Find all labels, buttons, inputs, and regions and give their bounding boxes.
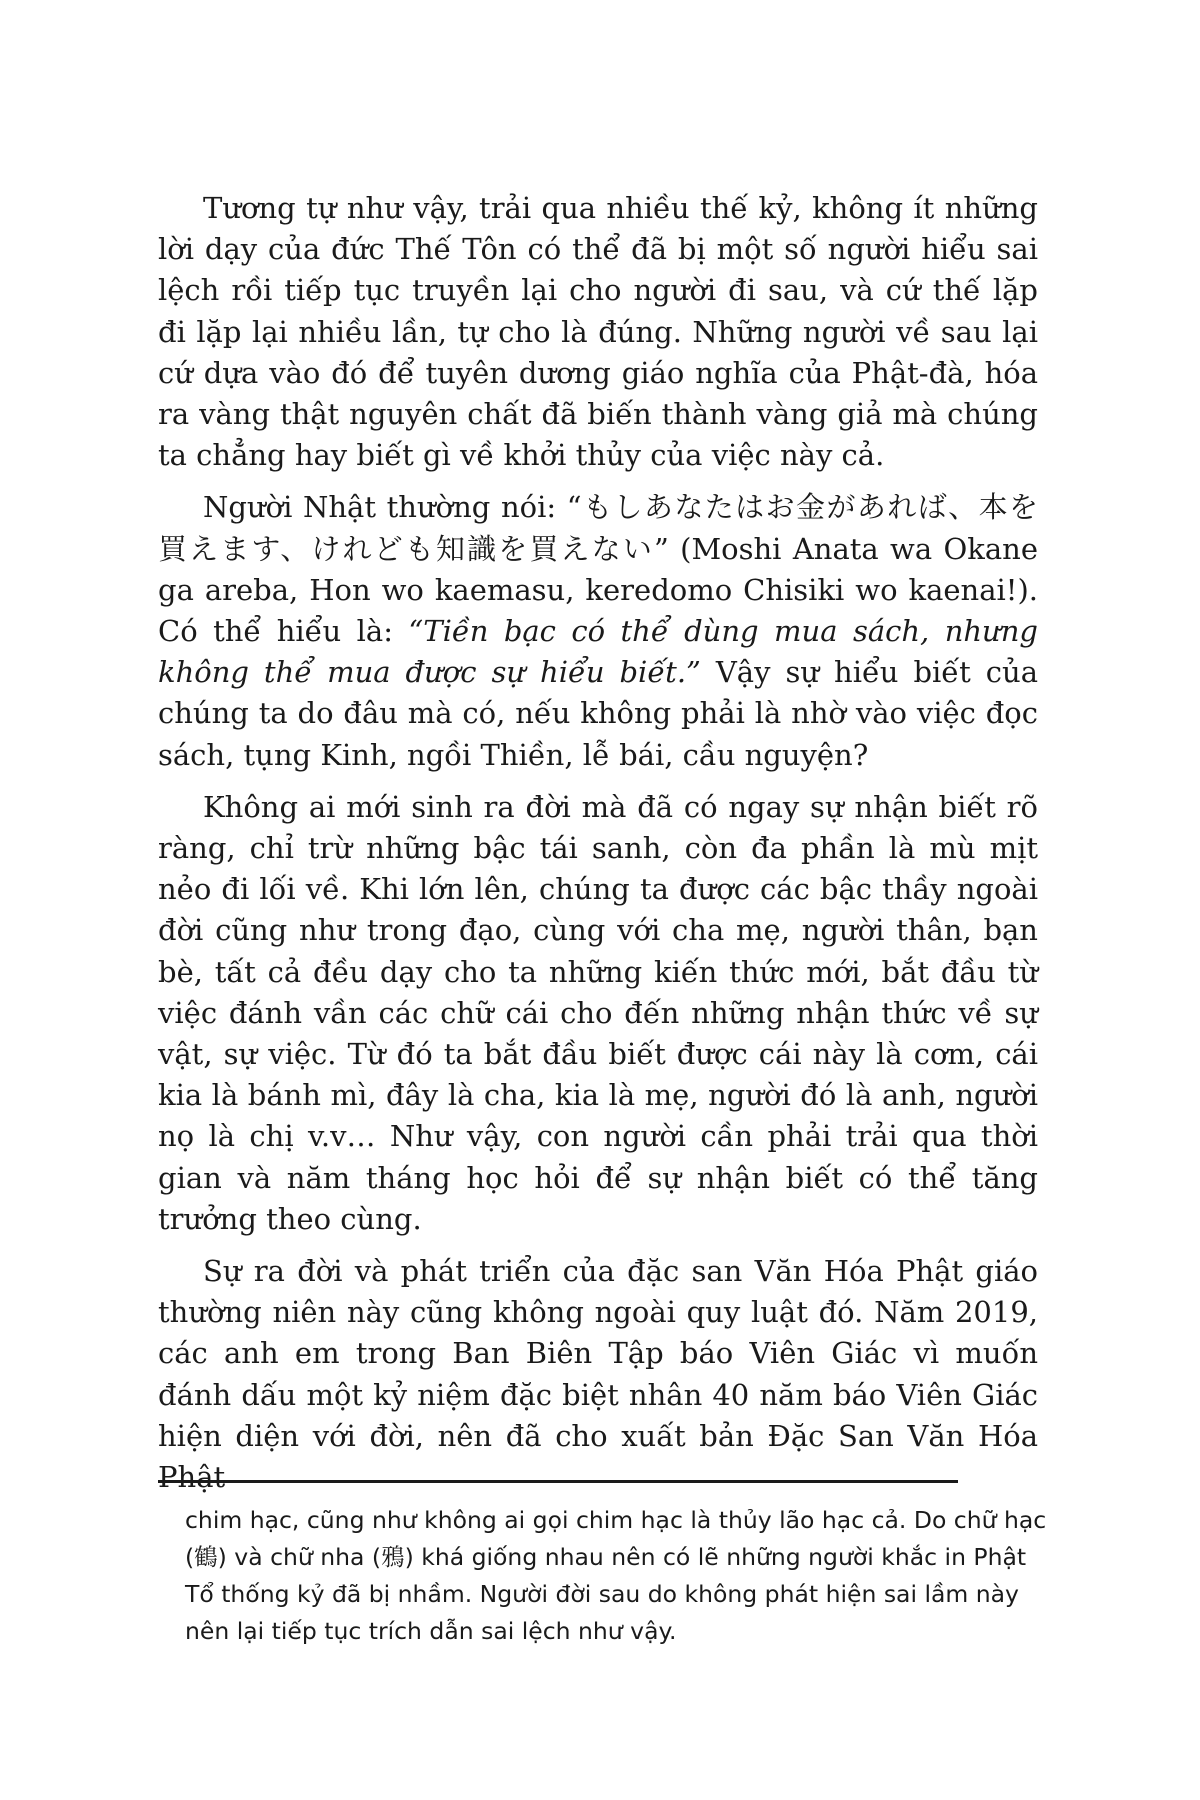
footnote-divider xyxy=(158,1480,958,1483)
japanese-quote: もしあなたはお金があれば、本を買えます、けれども知識を買えない xyxy=(158,490,1038,566)
paragraph-1: Tương tự như vậy, trải qua nhiều thế kỷ, không ít những lời dạy của đức Thế Tôn có thể đã bị một số người hiểu sai lệch rồi tiếp tục truyền lại cho người đi sau, và cứ thế lặp đi lặp lại nhiều lần, tự cho là đúng. Những người về sau lại cứ dựa vào đó để tuyên dương giáo nghĩa của Phật-đà, hóa ra vàng thật nguyên chất đã biến thành vàng giả mà chúng ta chẳng hay biết gì về khởi thủy của việc này cả. xyxy=(158,191,1038,473)
main-text xyxy=(158,188,1038,1498)
italic-translation: “Tiền bạc có thể dùng mua sách, nhưng không thể mua được sự hiểu biết.” xyxy=(158,614,1038,690)
paragraph-4: Sự ra đời và phát triển của đặc san Văn Hóa Phật giáo thường niên này cũng không ngoài quy luật đó. Năm 2019, các anh em trong Ban Biên Tập báo Viên Giác vì muốn đánh dấu một kỷ niệm đặc biệt nhân 40 năm báo Viên Giác hiện diện với đời, nên đã cho xuất bản Đặc San Văn Hóa Phật xyxy=(158,1254,1038,1495)
footnote-text: chim hạc, cũng như không ai gọi chim hạc là thủy lão hạc cả. Do chữ hạc (鶴) và chữ nha (鴉) khá giống nhau nên có lẽ những người khắc in Phật Tổ thống kỷ đã bị nhầm. Người đời sau do không phát hiện sai lầm này nên lại tiếp tục trích dẫn sai lệch như vậy. xyxy=(185,1506,1047,1645)
paragraph-3: Không ai mới sinh ra đời mà đã có ngay sự nhận biết rõ ràng, chỉ trừ những bậc tái sanh, còn đa phần là mù mịt nẻo đi lối về. Khi lớn lên, chúng ta được các bậc thầy ngoài đời cũng như trong đạo, cùng với cha mẹ, người thân, bạn bè, tất cả đều dạy cho ta những kiến thức mới, bắt đầu từ việc đánh vần các chữ cái cho đến những nhận thức về sự vật, sự việc. Từ đó ta bắt đầu biết được cái này là cơm, cái kia là bánh mì, đây là cha, kia là mẹ, người đó là anh, người nọ là chị v.v… Như vậy, con người cần phải trải qua thời gian và năm tháng học hỏi để sự nhận biết có thể tăng trưởng theo cùng. xyxy=(158,789,1038,1236)
paragraph-2-romaji: ” (Moshi Anata wa Okane ga areba, Hon wo kaemasu, keredomo Chisiki wo kaenai!). Có thể hiểu là: xyxy=(158,531,1038,649)
paragraph-2-end: Vậy sự hiểu biết của chúng ta do đâu mà có, nếu không phải là nhờ vào việc đọc sách, tụng Kinh, ngồi Thiền, lễ bái, cầu nguyện? xyxy=(158,655,1038,772)
paragraph-2 xyxy=(158,487,1038,775)
paragraph-2-intro: Người Nhật thường nói: “ xyxy=(203,490,582,525)
